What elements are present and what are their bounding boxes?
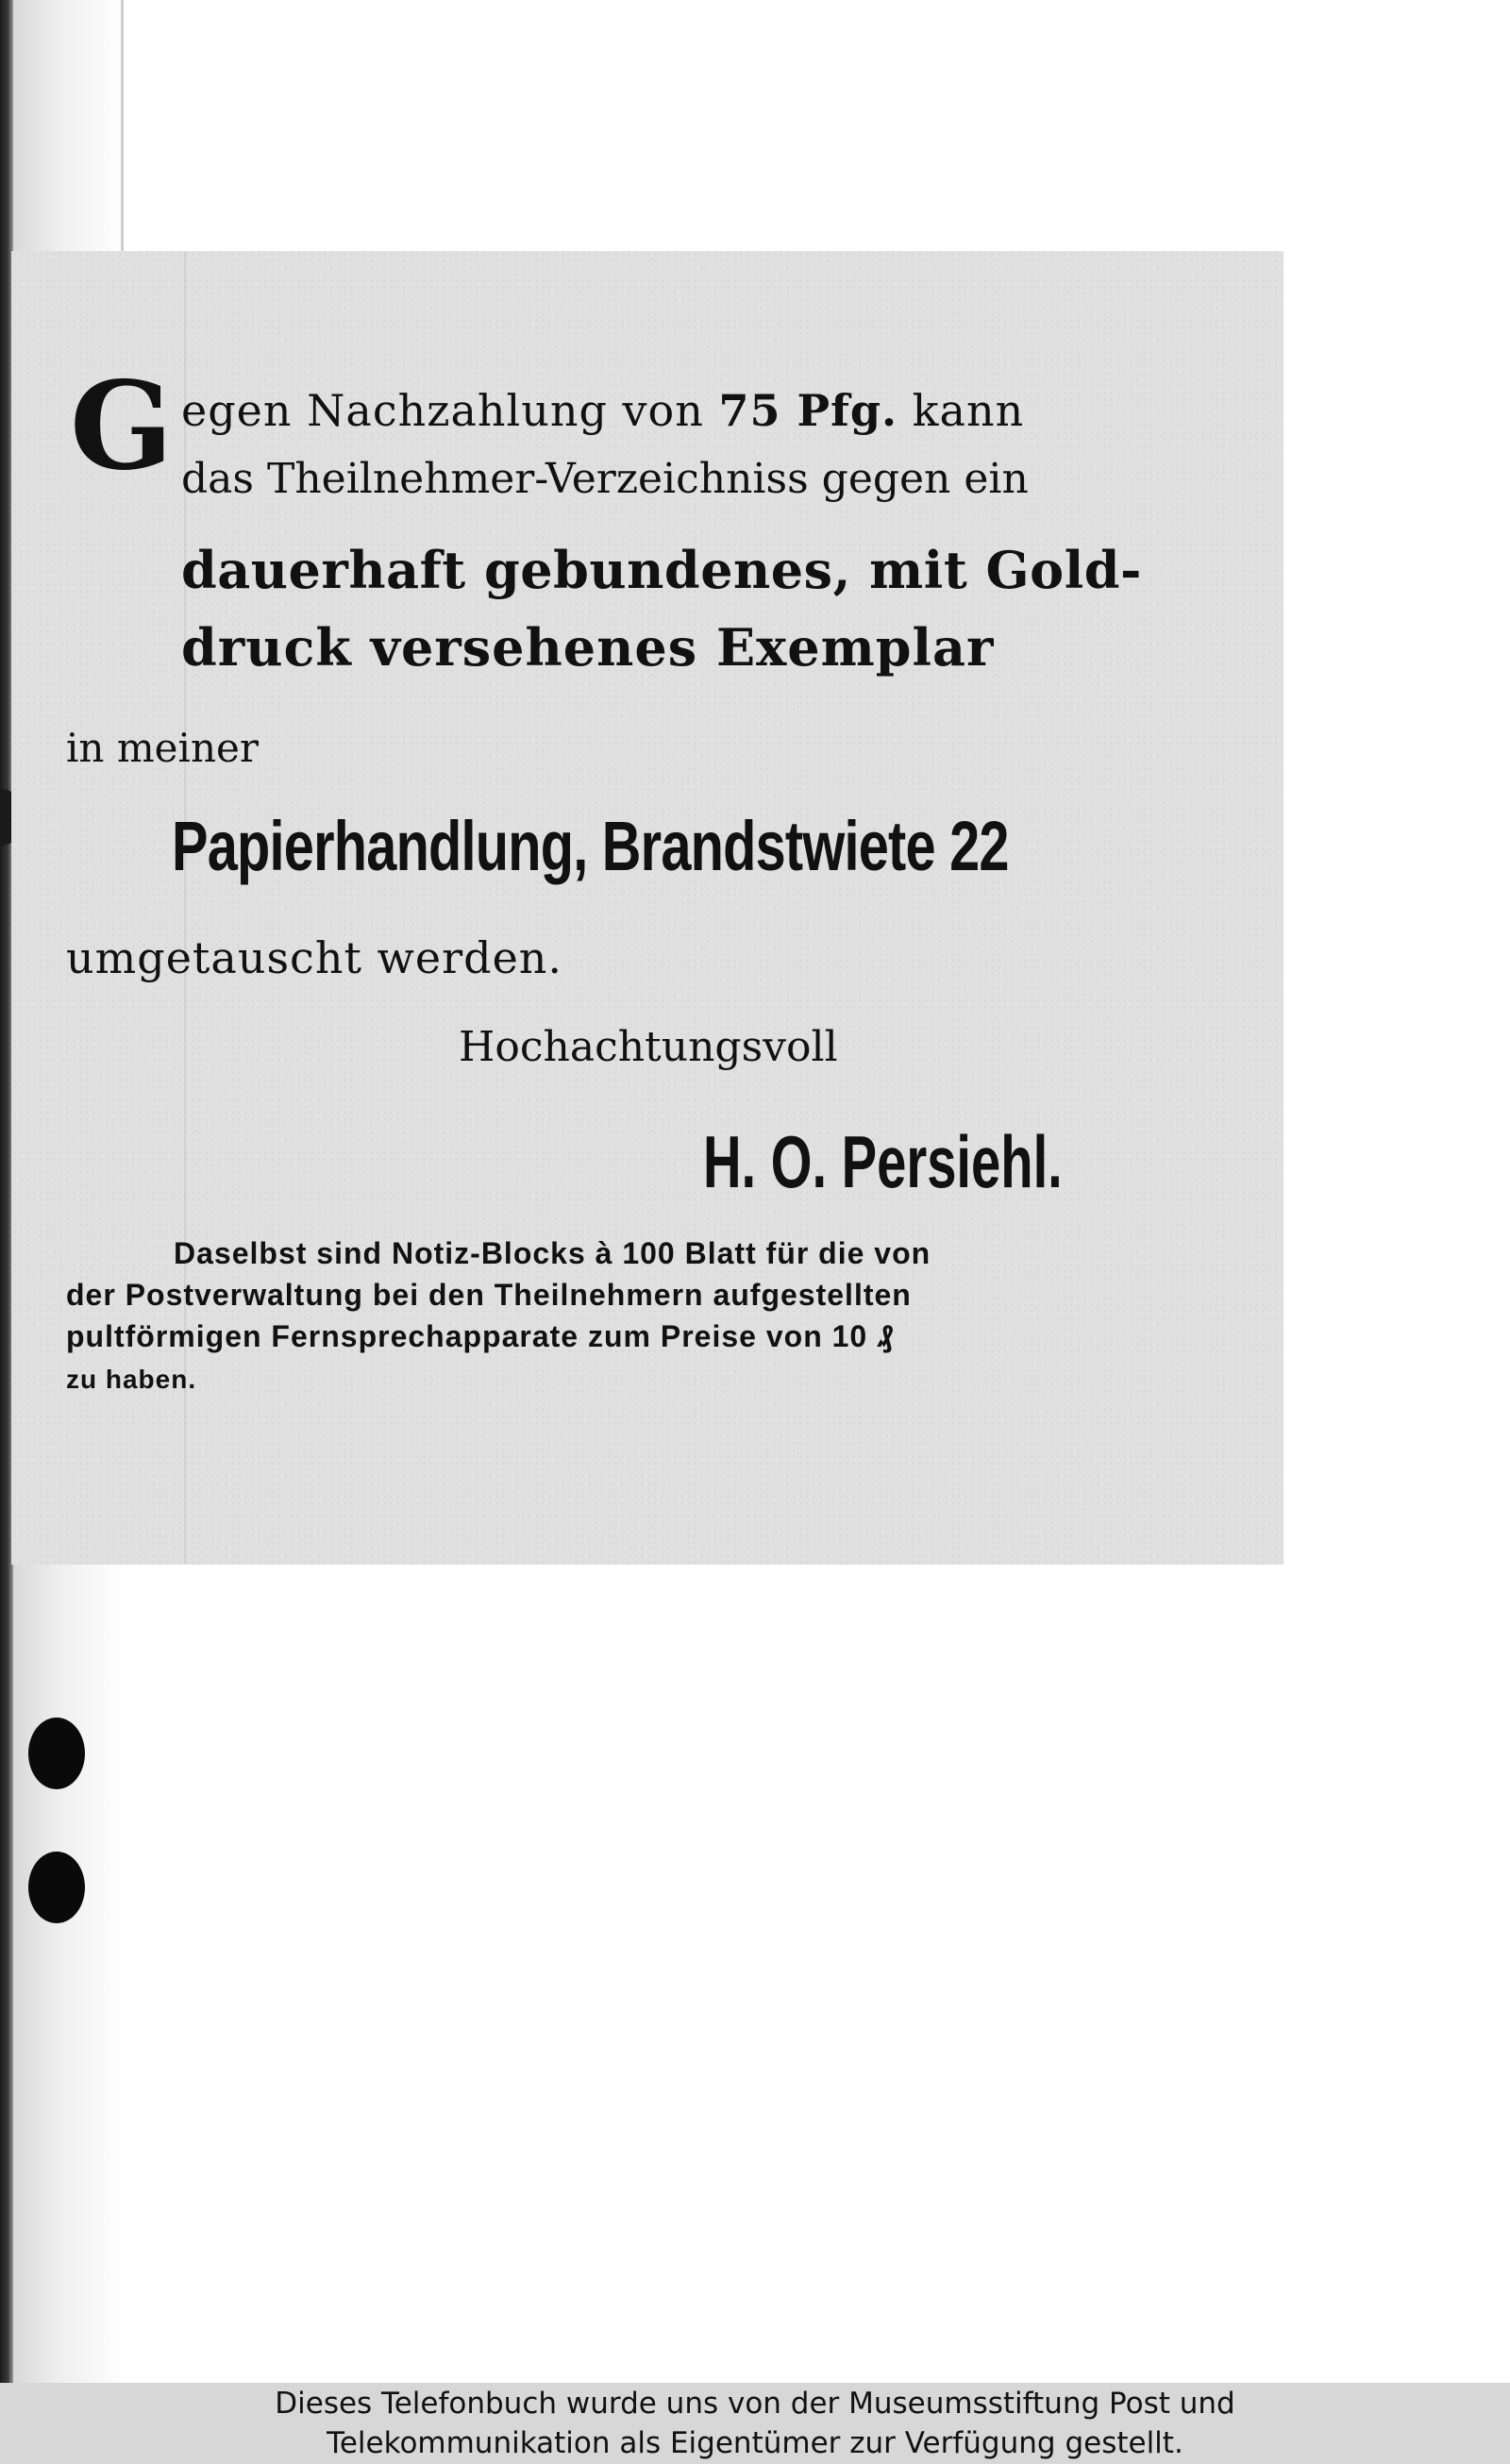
binding-crease <box>121 0 124 255</box>
note-line-2: der Postverwaltung bei den Theilnehmern aufgestellten <box>66 1278 912 1312</box>
punch-hole-middle <box>28 1718 85 1789</box>
shop-address: Papierhandlung, Brandstwiete 22 <box>172 807 1009 885</box>
note-line-3: pultförmigen Fernsprechapparate zum Preise von 10 ₰ <box>66 1319 895 1353</box>
ad-line-2: das Theilnehmer-Verzeichniss gegen ein <box>181 455 1029 503</box>
closing-salutation: Hochachtungsvoll <box>459 1023 838 1071</box>
ownership-notice-bar <box>0 2383 1510 2464</box>
ownership-notice-line-1: Dieses Telefonbuch wurde uns von der Museumsstiftung Post und <box>275 2387 1235 2421</box>
ownership-notice-line-2: Telekommunikation als Eigentümer zur Verfügung gestellt. <box>327 2426 1183 2460</box>
punch-hole-bottom <box>28 1852 85 1923</box>
ad-line-5: in meiner <box>66 725 259 771</box>
ad-line-4: druck versehenes Exemplar <box>181 617 995 678</box>
ad-line-1-end: kann <box>898 385 1025 436</box>
ad-price: 75 Pfg. <box>718 385 898 436</box>
ad-line-1 <box>181 385 1024 436</box>
ad-line-1-start: egen Nachzahlung von <box>181 385 719 436</box>
advertisement-slip <box>11 251 1284 1565</box>
ownership-notice <box>275 2384 1234 2463</box>
note-line-4: zu haben. <box>66 1365 197 1394</box>
signature-name: H. O. Persiehl. <box>703 1120 1063 1203</box>
ad-line-7: umgetauscht werden. <box>66 932 563 983</box>
drop-cap-letter: G <box>70 356 174 497</box>
note-line-1: Daselbst sind Notiz-Blocks à 100 Blatt für die von <box>174 1236 931 1270</box>
ad-line-3: dauerhaft gebundenes, mit Gold- <box>181 540 1142 600</box>
